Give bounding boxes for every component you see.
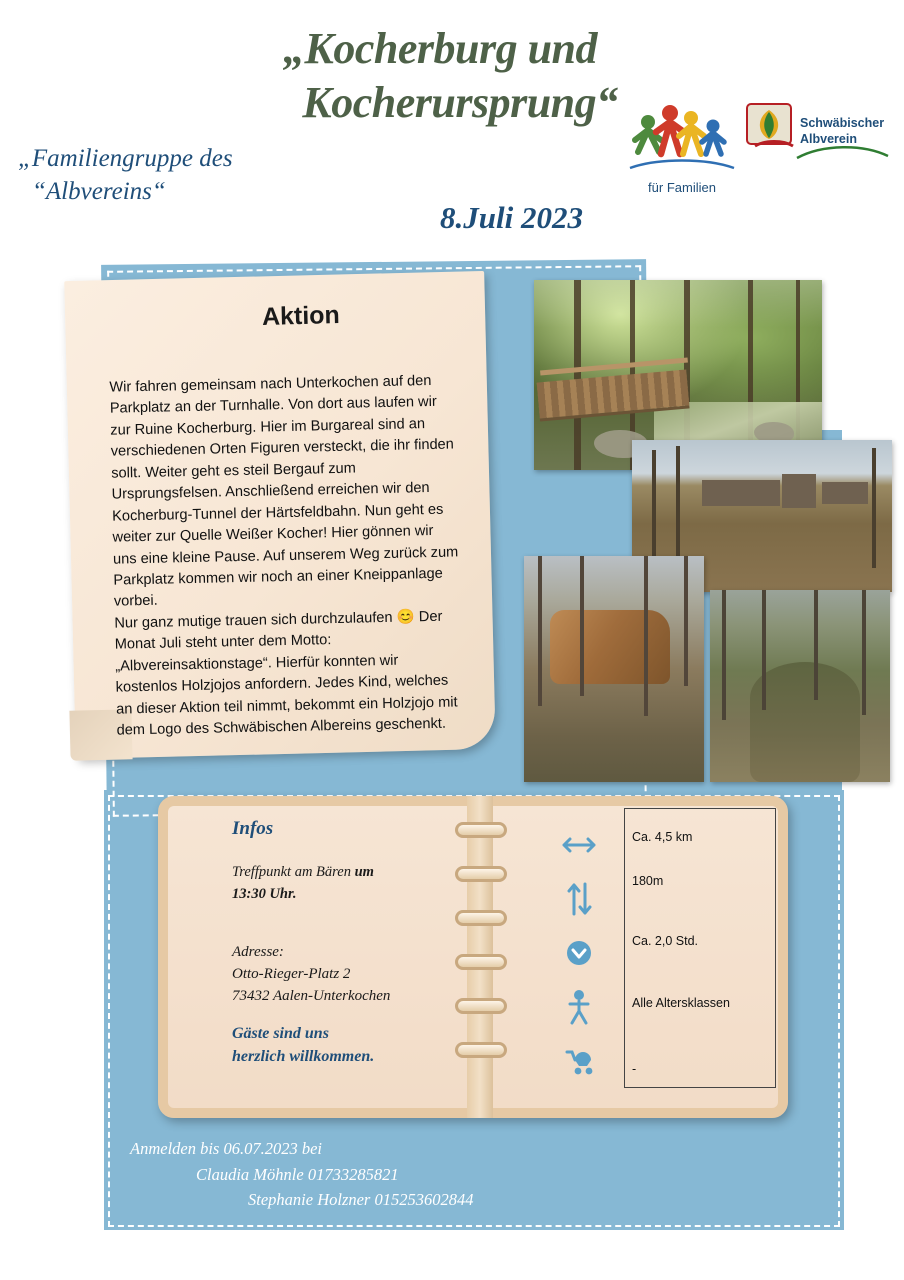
guests-line-2: herzlich willkommen.	[232, 1048, 375, 1066]
meeting-time-prefix: um	[354, 864, 374, 880]
photo-trench-path	[710, 590, 890, 782]
person-icon	[556, 980, 602, 1034]
fact-value-duration: Ca. 2,0 Std.	[632, 934, 699, 948]
facts-box	[624, 808, 776, 1088]
page-title-line1: „Kocherburg und	[282, 24, 598, 73]
address-block	[232, 942, 462, 1007]
aktion-paragraph-2: Nur ganz mutige trauen sich durchzulaufen 😊 Der Monat Juli steht unter dem Motto: „Albvereinsaktionstage“. Hierfür konnten wir kostenlos Holzjojos anfordern. Jedes Kind, welches an dieser Aktion teil nimmt, bekommt ein Holzjojo mit dem Logo des Schwäbischen Albereins geschenkt.	[114, 608, 458, 739]
subtitle-line2: “Albvereins“	[32, 177, 166, 205]
association-name-line1: Schwäbischer	[800, 116, 885, 130]
fact-value-elevation: 180m	[632, 874, 664, 888]
duration-clock-icon	[556, 926, 602, 980]
meeting-time: 13:30 Uhr.	[232, 885, 297, 902]
aktion-body	[109, 370, 465, 742]
event-date: 8.Juli 2023	[440, 200, 583, 235]
meeting-point-label: Treffpunkt am Bären	[232, 864, 351, 880]
fact-value-stroller: -	[632, 1062, 637, 1076]
notebook-ring	[455, 910, 507, 926]
distance-arrows-icon	[556, 818, 602, 872]
guests-line-1: Gäste sind uns	[232, 1025, 329, 1042]
notebook-ring	[455, 954, 507, 970]
association-name	[800, 116, 884, 147]
fact-value-distance: Ca. 4,5 km	[632, 830, 693, 844]
subtitle-line1: „Familiengruppe des	[18, 145, 233, 172]
footer-line-2: Claudia Möhnle 01733285821	[196, 1164, 399, 1184]
aktion-paragraph-1: Wir fahren gemeinsam nach Unterkochen auf den Parkplatz an der Turnhalle. Von dort aus laufen wir zur Ruine Kocherburg. Hier im Burgareal sind an verschiedenen Orten Figuren versteckt, die ihr finden sollt. Weiter geht es steil Bergauf zum Ursprungsfelsen. Anschließend erreichen wir den Kocherburg-Tunnel der Härtsfeldbahn. Nun geht es weiter zur Quelle Weißer Kocher! Hier gönnen wir uns eine kleine Pause. Auf unserem Weg zurück zum Parkplatz kommen wir noch an einer Kneippanlage vorbei.	[109, 372, 459, 611]
stroller-icon	[556, 1034, 602, 1088]
elevation-arrows-icon	[556, 872, 602, 926]
notebook-ring	[455, 866, 507, 882]
address-line-1: Otto-Rieger-Platz 2	[232, 965, 351, 982]
subtitle	[18, 143, 358, 208]
family-logo-caption: für Familien	[648, 180, 716, 195]
aktion-heading: Aktion	[261, 301, 341, 331]
footer-line-3: Stephanie Holzner 015253602844	[248, 1190, 474, 1210]
fact-value-age: Alle Altersklassen	[632, 996, 730, 1010]
notebook-ring	[455, 822, 507, 838]
page-title-line2: Kocherursprung“	[302, 77, 618, 127]
meeting-info	[232, 862, 452, 906]
association-name-line2: Albverein	[800, 131, 857, 146]
address-line-2: 73432 Aalen-Unterkochen	[232, 987, 391, 1004]
notebook-ring	[455, 998, 507, 1014]
footer-line-1: Anmelden bis 06.07.2023 bei	[130, 1139, 323, 1158]
page-title	[200, 22, 680, 129]
address-label: Adresse:	[232, 944, 284, 960]
notebook-ring	[455, 1042, 507, 1058]
fact-icon-column	[556, 818, 602, 1088]
photo-rocky-slope	[524, 556, 704, 782]
registration-footer	[130, 1136, 690, 1213]
guests-welcome	[232, 1022, 462, 1068]
infos-heading: Infos	[232, 818, 274, 839]
